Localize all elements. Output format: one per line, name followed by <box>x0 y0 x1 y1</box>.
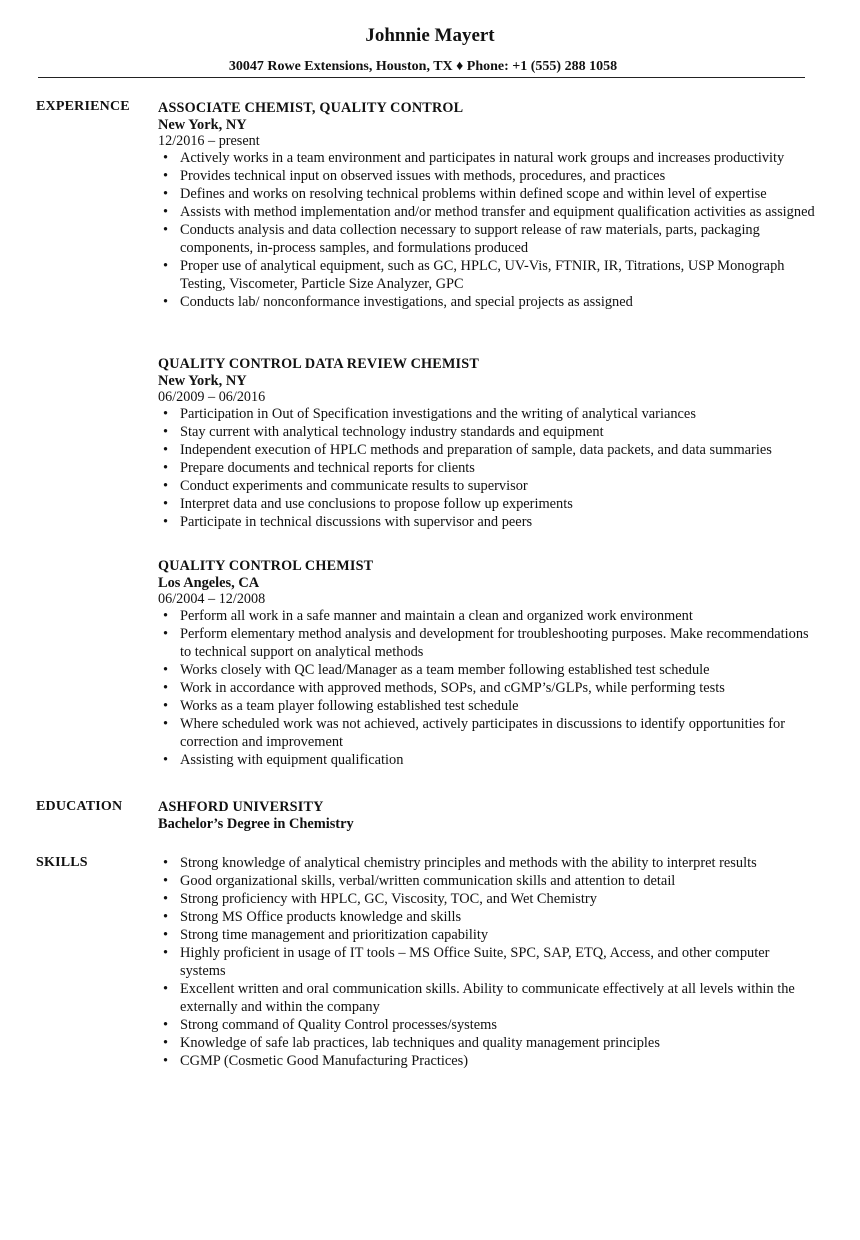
job-location: New York, NY <box>158 373 247 389</box>
list-item: • Provides technical input on observed issues with methods, procedures, and practices <box>158 167 818 185</box>
job-entry <box>158 557 818 769</box>
job-entry <box>158 355 818 531</box>
list-item: • Strong MS Office products knowledge and skills <box>158 908 818 926</box>
job-dates: 12/2016 – present <box>158 133 260 149</box>
job-title: QUALITY CONTROL DATA REVIEW CHEMIST <box>158 356 480 372</box>
list-item: • Knowledge of safe lab practices, lab techniques and quality management principles <box>158 1034 818 1052</box>
list-item: • Highly proficient in usage of IT tools – MS Office Suite, SPC, SAP, ETQ, Access, and other computer systems <box>158 944 818 980</box>
job-bullets <box>158 405 818 531</box>
list-item: • Actively works in a team environment and participates in natural work groups and increases productivity <box>158 149 818 167</box>
list-item: • Conducts lab/ nonconformance investigations, and special projects as assigned <box>158 293 818 311</box>
list-item: • Assisting with equipment qualification <box>158 751 818 769</box>
list-item: • Perform all work in a safe manner and maintain a clean and organized work environment <box>158 607 818 625</box>
list-item: • Excellent written and oral communication skills. Ability to communicate effectively at all levels within the externally and within the company <box>158 980 818 1016</box>
list-item: • Proper use of analytical equipment, such as GC, HPLC, UV-Vis, FTNIR, IR, Titrations, USP Monograph Testing, Viscometer, Particle Size Analyzer, GPC <box>158 257 818 293</box>
job-bullets <box>158 149 818 311</box>
education-label: EDUCATION <box>36 799 123 814</box>
list-item: • Conducts analysis and data collection necessary to support release of raw materials, parts, packaging components, in-process samples, and formulations produced <box>158 221 818 257</box>
candidate-name: Johnnie Mayert <box>365 25 495 46</box>
degree: Bachelor’s Degree in Chemistry <box>158 816 354 832</box>
list-item: • Good organizational skills, verbal/written communication skills and attention to detail <box>158 872 818 890</box>
contact-line: 30047 Rowe Extensions, Houston, TX ♦ Phone: +1 (555) 288 1058 <box>228 59 618 74</box>
skills-label: SKILLS <box>36 855 88 870</box>
skills-list <box>158 854 818 1070</box>
list-item: • Participate in technical discussions with supervisor and peers <box>158 513 818 531</box>
list-item: • Assists with method implementation and/or method transfer and equipment qualification activities as assigned <box>158 203 818 221</box>
list-item: • Strong knowledge of analytical chemistry principles and methods with the ability to interpret results <box>158 854 818 872</box>
list-item: • Independent execution of HPLC methods and preparation of sample, data packets, and data summaries <box>158 441 818 459</box>
job-bullets <box>158 607 818 769</box>
list-item: • Strong proficiency with HPLC, GC, Viscosity, TOC, and Wet Chemistry <box>158 890 818 908</box>
job-location: Los Angeles, CA <box>158 575 260 591</box>
experience-label: EXPERIENCE <box>36 99 130 114</box>
list-item: • Strong command of Quality Control processes/systems <box>158 1016 818 1034</box>
job-dates: 06/2009 – 06/2016 <box>158 389 266 405</box>
list-item: • Participation in Out of Specification investigations and the writing of analytical variances <box>158 405 818 423</box>
list-item: • CGMP (Cosmetic Good Manufacturing Practices) <box>158 1052 818 1070</box>
list-item: • Perform elementary method analysis and development for troubleshooting purposes. Make recommendations to technical support on analytical methods <box>158 625 818 661</box>
list-item: • Interpret data and use conclusions to propose follow up experiments <box>158 495 818 513</box>
job-dates: 06/2004 – 12/2008 <box>158 591 266 607</box>
job-title: ASSOCIATE CHEMIST, QUALITY CONTROL <box>158 100 464 116</box>
list-item: • Work in accordance with approved methods, SOPs, and cGMP’s/GLPs, while performing tests <box>158 679 818 697</box>
list-item: • Works as a team player following established test schedule <box>158 697 818 715</box>
header-divider <box>38 77 805 78</box>
list-item: • Defines and works on resolving technical problems within defined scope and within level of expertise <box>158 185 818 203</box>
list-item: • Works closely with QC lead/Manager as a team member following established test schedule <box>158 661 818 679</box>
job-entry <box>158 99 818 311</box>
list-item: • Strong time management and prioritization capability <box>158 926 818 944</box>
job-title: QUALITY CONTROL CHEMIST <box>158 558 374 574</box>
school-name: ASHFORD UNIVERSITY <box>158 799 324 815</box>
job-location: New York, NY <box>158 117 247 133</box>
skills-entry <box>158 854 818 1070</box>
list-item: • Where scheduled work was not achieved, actively participates in discussions to identify opportunities for correction and improvement <box>158 715 818 751</box>
education-entry <box>158 798 818 833</box>
list-item: • Conduct experiments and communicate results to supervisor <box>158 477 818 495</box>
list-item: • Prepare documents and technical reports for clients <box>158 459 818 477</box>
list-item: • Stay current with analytical technology industry standards and equipment <box>158 423 818 441</box>
